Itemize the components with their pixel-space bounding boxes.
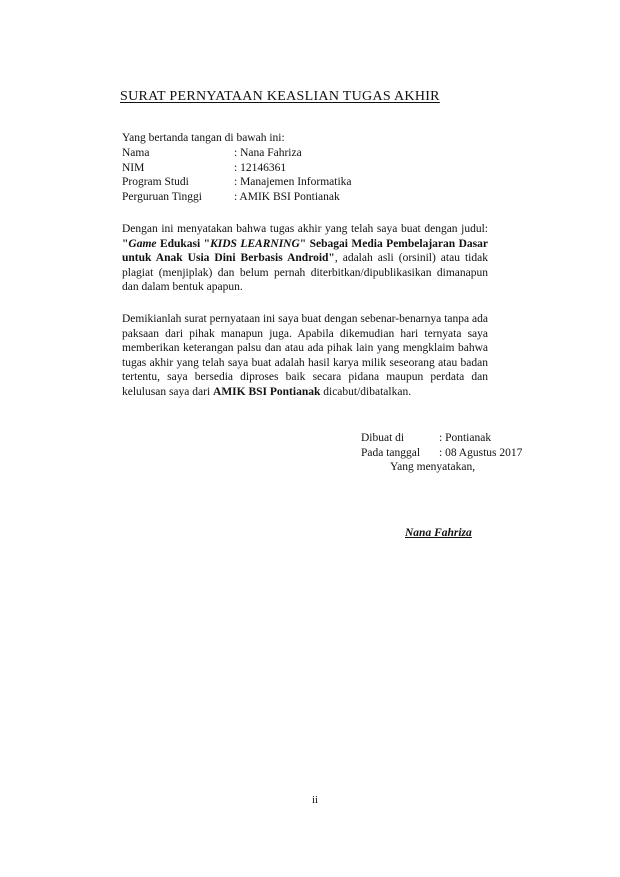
closing-block [361,431,522,460]
kids-learning: KIDS LEARNING [210,237,300,250]
game-word: Game [128,237,157,250]
identity-row-name [122,146,352,161]
closing-label: Pada tanggal [361,446,421,459]
identity-table [122,146,352,204]
identity-value: : AMIK BSI Pontianak [234,190,340,203]
intro-text: Yang bertanda tangan di bawah ini: [122,132,285,144]
closing-value: : Pontianak [439,432,492,444]
statement-paragraph [122,222,488,295]
identity-label: Nama [122,147,150,159]
identity-label: Perguruan Tinggi [122,190,202,203]
declaration-tail: dicabut/dibatalkan. [320,385,412,398]
declaration-text: Demikianlah surat pernyataan ini saya buat dengan sebenar-benarnya tanpa ada paksaan dari pihak manapun juga. Apabila dikemudian hari ternyata saya memberikan keterangan palsu dan atau ada pihak lain yang mengklaim bahwa tugas akhir yang telah saya buat adalah hasil karya milik seseorang atau badan tertentu, saya bersedia diproses baik secara pidana maupun perdata dan kelulusan saya dari [122,313,488,398]
closing-value: : 08 Agustus 2017 [439,446,523,459]
document-title: SURAT PERNYATAAN KEASLIAN TUGAS AKHIR [120,89,440,104]
edukasi-word: Edukasi " [156,237,211,250]
signer-name: Nana Fahriza [405,527,472,539]
statement-lead: Dengan ini menyatakan bahwa tugas akhir yang telah saya buat dengan judul: [122,223,488,235]
identity-row-university [122,190,352,205]
yang-menyatakan: Yang menyatakan, [390,461,476,473]
declaration-paragraph [122,312,488,400]
page-number: ii [311,794,319,806]
identity-row-nim [122,161,352,176]
identity-label: Program Studi [122,176,189,189]
identity-value: : Nana Fahriza [234,147,302,159]
identity-value: : Manajemen Informatika [234,176,352,189]
closing-row-date [361,446,522,461]
closing-label: Dibuat di [361,432,405,444]
identity-row-program [122,175,352,190]
institution-name: AMIK BSI Pontianak [213,385,321,398]
statement-tail: , adalah asli (orsinil) atau tidak plagiat (menjiplak) dan belum pernah diterbitkan/dipublikasikan dimanapun dan dalam bentuk apapun. [122,252,488,294]
open-quote: " [122,237,129,250]
identity-value: : 12146361 [234,161,287,174]
closing-row-place [361,431,522,446]
thesis-title-rest: " Sebagai Media Pembelajaran Dasar untuk Anak Usia Dini Berbasis Android" [122,237,488,265]
identity-label: NIM [122,161,145,174]
